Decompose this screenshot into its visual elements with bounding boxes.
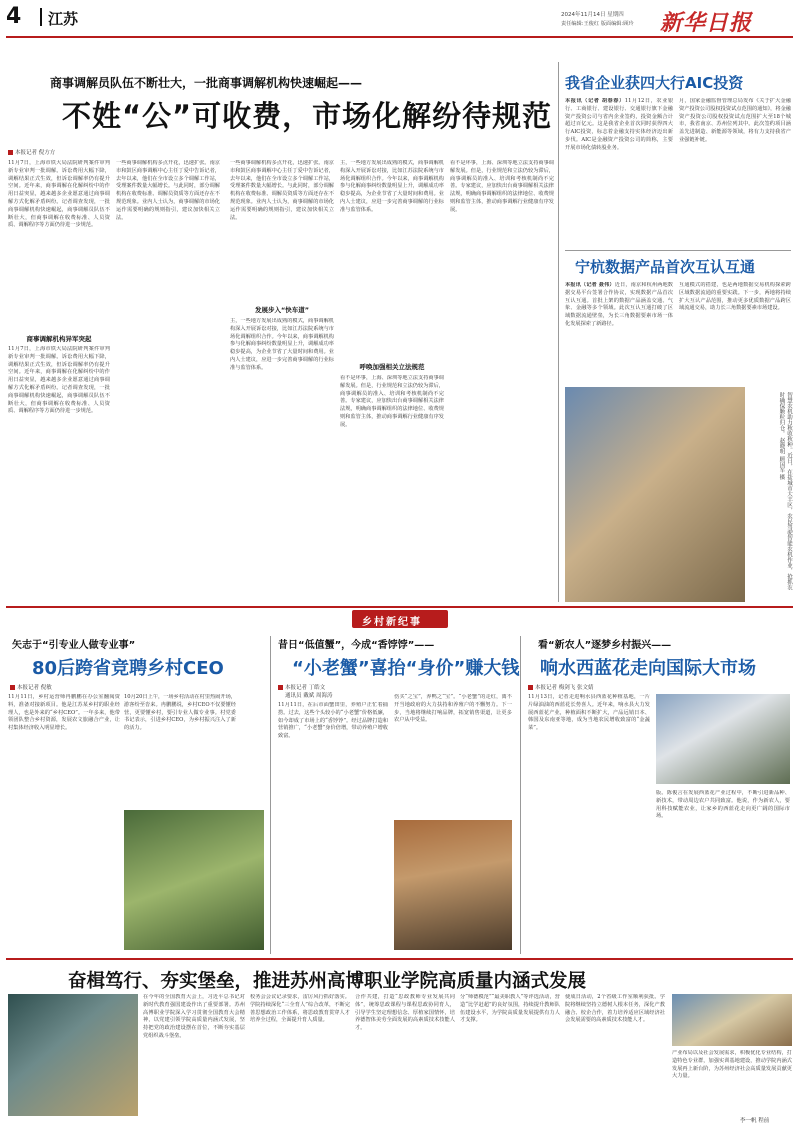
top-story-col-1: 11月7日，上海市铁大局法院研判案件审判新专业审判一批调解。诉讼费用大幅下降，调解结果正式生效，但诉讼调解率仍有提升空间。近年来，商事调解在化解纠纷中的作用日益突显，越来越多企业愿意通过商事调解方式化解矛盾纠纷。记者调查发现，一批商事调解机构快速崛起，商事调解员队伍不断壮大，但商事调解在收费标准、人员资质、调解程序等方面仍待进一步规范。 bbox=[8, 160, 110, 229]
top-story-col-3: 主，一些地方发展出成熟的模式，商事调解机构深入开展诉讼对接，比如江苏法院系统与市场化调解组织合作。今年以来，商事调解机构参与化解商事纠纷数量明显上升，调解成功率稳步提高，为企业节省了大量时间和费用。业内人士建议，应进一步完善商事调解的行业标准与监管体系。 bbox=[340, 160, 444, 213]
column-divider bbox=[558, 62, 559, 602]
data-market-col-2: 互通模式的搭建，也是两地数据交易机构探索跨区域数据流通的重要实践。下一步，两地将持续扩大互认产品范围，推动更多优质数据产品跨区域流通交易，助力长三角数据要素市场建设。 bbox=[679, 282, 791, 312]
band-rule bbox=[6, 606, 793, 608]
data-market-col-1 bbox=[565, 282, 673, 382]
rural-3-title[interactable]: 响水西蓝花走向国际大市场 bbox=[540, 658, 756, 679]
subhead-3: 呼唤加强相关立法规范 bbox=[359, 363, 425, 371]
section-name: 江苏 bbox=[48, 10, 79, 28]
rural-3-author bbox=[528, 683, 594, 691]
byline-icon bbox=[10, 685, 15, 690]
author-label: 本报记者 倪方方 bbox=[15, 150, 56, 156]
bottom-col-4: 分“师德模范”“最美职教人”等评选活动，营造“比学赶超”的良好氛围，持续提升教师队伍建设水平，为学院高质量发展提供有力人才支撑。 bbox=[460, 994, 560, 1024]
byline-icon bbox=[528, 685, 533, 690]
bottom-col-6: 产业布局以及社会发展需求，积极优化专业结构，打造特色专业群，加强实训基地建设，推动学院内涵式发展再上新台阶，为苏州经济社会高质量发展贡献更大力量。 bbox=[672, 1050, 792, 1080]
rural-3-col-2: 版。陈俊言在发展西蓝花产业过程中，不断引进新品种、新技术，带动周边农户共同致富。他说，作为新农人，要用科技赋能农业，让家乡的西蓝花走向更广阔的国际市场。 bbox=[656, 790, 790, 820]
rural-3-kicker[interactable]: 看“新农人”逐梦乡村振兴—— bbox=[538, 640, 672, 651]
subhead-2: 发展步入“快车道” bbox=[254, 306, 310, 314]
aic-story-title[interactable]: 我省企业获四大行AIC投资 bbox=[565, 74, 744, 92]
rural-2-author-2: 通讯员 戴斌 周海涛 bbox=[285, 693, 333, 699]
rural-1-col-2: 10月20日上午，一场乡村活动在村里热闹开场，游客纷至沓来。冉鹏鹏说，乡村CEO不仅要懂经营，更要懂乡村，要引专业人做专业事。村党委书记表示，引进乡村CEO，为乡村振兴注入了新的活力。 bbox=[124, 694, 236, 732]
bottom-col-2: 校务会会议记录要求，雷厉风行抓好落实。学院持续深化“三全育人”综合改革，不断完善思想政治工作体系，将思政教育贯穿人才培养全过程，全面提升育人质量。 bbox=[250, 994, 350, 1024]
bottom-byline: 李一帆 程前 bbox=[740, 1118, 770, 1124]
rural-2-kicker[interactable]: 昔日“低值蟹”，今成“香饽饽”—— bbox=[278, 640, 435, 651]
aic-story-col-1 bbox=[565, 98, 673, 253]
bottom-col-1: 在今年的全国教育大会上，习近平总书记对新时代教育强国建设作出了重要部署。苏州高博职业学院深入学习贯彻全国教育大会精神，以党建引领学院高质量内涵式发展，坚持把党的政治建设摆在首位，不断夯实基层党组织战斗堡垒。 bbox=[143, 994, 245, 1039]
data-market-body-1: 近日，南京和杭州两地数据交易平台签署合作协议，实现数据产品首次互认互通。首批上架的数据产品涵盖交通、气象、金融等多个领域。此次互认互通打破了区域数据流通壁垒，为长三角数据要素市场一体化发展探索了新路径。 bbox=[565, 282, 673, 327]
bottom-rule bbox=[6, 958, 793, 960]
page-number: 4 bbox=[6, 4, 22, 29]
rural-2-col-2: 伤买“之宝”，养鸭之“宝”。“小老蟹”的走红，离不开当地政府的大力扶持和养殖户的不懈努力。下一步，当地将继续打响品牌，拓宽销售渠道，让更多农户从中受益。 bbox=[394, 694, 512, 724]
rural-2-author bbox=[278, 683, 325, 691]
rural-2-photo[interactable] bbox=[394, 820, 512, 950]
column-divider bbox=[520, 636, 521, 954]
aic-body-1: 11月12日，农业银行、工商银行、建设银行、交通银行旗下金融资产投资公司与省内企业签约，投资金额合计超过百亿元。这是我省企业首次同时获得四大行AIC投资，标志着金融支持实体经济迈出新步伐。AIC是金融资产投资公司的简称，主要开展市场化债转股业务。 bbox=[565, 98, 673, 151]
editor-line: 责任编辑:王俊红 版面编辑:顾玲 bbox=[561, 21, 634, 27]
rural-1-title[interactable]: 80后跨省竞聘乡村CEO bbox=[32, 658, 224, 679]
top-story-kicker[interactable]: 商事调解员队伍不断壮大，一批商事调解机构快速崛起—— bbox=[50, 76, 363, 90]
rural-1-kicker[interactable]: 矢志于“引专业人做专业事” bbox=[12, 640, 136, 651]
byline-icon bbox=[278, 685, 283, 690]
top-story-col-3b: 看不是坏事，上海、深圳等地立法支持商事调解发展。但是，行业规范和立法仍较为滞后，商事调解员的准入、培训和考核机制尚不完善。专家建议，应加快出台商事调解相关法律法规，明确商事调解组织的法律地位、收费规则和监管主体，推动商事调解行业健康有序发展。 bbox=[340, 375, 444, 428]
band-label: 乡村新纪事 bbox=[362, 617, 422, 628]
harvest-photo[interactable] bbox=[565, 387, 745, 602]
rural-3-col-1: 11月13日，记者走进响水县西蓝花种植基地，一片片绿油油的西蓝花长势喜人。近年来，响水县大力发展西蓝花产业，种植面积不断扩大，产品远销日本、韩国及东南亚等地，成为当地农民增收致富的“金蔬菜”。 bbox=[528, 694, 650, 732]
aic-story-col-2: 月，国家金融监督管理总局发布《关于扩大金融资产投资公司股权投资试点范围的通知》，将金融资产投资公司股权投资试点范围扩大至18个城市，我省南京、苏州位列其中。此次签约项目涵盖先进制造、新能源等领域，将有力支持我省产业强链补链。 bbox=[679, 98, 791, 143]
header-divider bbox=[40, 8, 42, 26]
author-label: 本报记者 梅剑飞 张文婧 bbox=[535, 685, 594, 691]
rural-3-photo[interactable] bbox=[656, 694, 790, 784]
aic-author: 本报讯（记者 胡春春） bbox=[565, 98, 625, 104]
bottom-col-5: 使成日活动，2个省级工作室顺利获批。学院将继续坚持立德树人根本任务，深化产教融合、校企合作，着力培养适应区域经济社会发展需要的高素质技术技能人才。 bbox=[565, 994, 665, 1024]
photo-caption: 智慧农机助力秋收秋种。近日，在盐城市大丰区，农民驾驶智能农机作业，抢抓农时确保颗粒归仓。 赵晓明 顾国军 摄 bbox=[778, 392, 792, 590]
bottom-col-3: 合作共建，打造“思政教师专业发展共同体”，统筹思政课程与课程思政协同育人，引导学生坚定理想信念、厚植家国情怀，培养德智体美劳全面发展的高素质技术技能人才。 bbox=[355, 994, 455, 1032]
subhead-1: 商事调解机构异军突起 bbox=[26, 335, 92, 343]
newspaper-logo: 新华日报 bbox=[660, 10, 753, 36]
rural-2-title[interactable]: “小老蟹”喜抬“身价”赚大钱 bbox=[292, 658, 520, 679]
author-label: 本报记者 丁皓文 bbox=[285, 685, 326, 691]
byline-icon bbox=[8, 150, 13, 155]
top-story-author bbox=[8, 148, 55, 156]
data-market-author: 本报讯（记者 聂伟） bbox=[565, 282, 615, 288]
rural-1-col-1: 11月11日，乡村运营师冉鹏鹏在办公室翻阅资料，准备对接新项目。他是江苏某乡村的职业经理人，也是外来的“乡村CEO”。一年多来，他带领团队整合乡村资源，发展农文旅融合产业，让村集体经济收入明显增长。 bbox=[8, 694, 120, 732]
author-label: 本报记者 倪敏 bbox=[17, 685, 52, 691]
bottom-story-title[interactable]: 奋楫笃行、夯实堡垒，推进苏州高博职业学院高质量内涵式发展 bbox=[68, 971, 587, 992]
rural-1-photo[interactable] bbox=[124, 810, 264, 950]
top-story-col-4: 看不是坏事，上海、深圳等地立法支持商事调解发展。但是，行业规范和立法仍较为滞后，商事调解员的准入、培训和考核机制尚不完善。专家建议，应加快出台商事调解相关法律法规，明确商事调解组织的法律地位、收费规则和监管主体，推动商事调解行业健康有序发展。 bbox=[450, 160, 554, 213]
top-story-title[interactable]: 不姓“公”可收费，市场化解纷待规范 bbox=[62, 99, 553, 133]
date-line: 2024年11月14日 星期四 bbox=[561, 12, 624, 18]
bottom-photo-2[interactable] bbox=[672, 994, 792, 1046]
column-divider bbox=[270, 636, 271, 954]
rural-2-col-1: 11月11日，在后市面蟹田里，养殖户正忙着捕捞。过去，这些个头较小的“小老蟹”价格低廉，如今却成了市场上的“香饽饽”。经过品牌打造和营销推广，“小老蟹”身价倍增，带动养殖户增收致富。 bbox=[278, 702, 388, 740]
top-story-col-2b: 主，一些地方发展出成熟的模式，商事调解机构深入开展诉讼对接，比如江苏法院系统与市场化调解组织合作。今年以来，商事调解机构参与化解商事纠纷数量明显上升，调解成功率稳步提高，为企业节省了大量时间和费用。业内人士建议，应进一步完善商事调解的行业标准与监管体系。 bbox=[230, 318, 334, 371]
section-rule bbox=[565, 250, 791, 251]
top-story-col-1b: 11月7日，上海市铁大局法院研判案件审判新专业审判一批调解。诉讼费用大幅下降，调解结果正式生效，但诉讼调解率仍有提升空间。近年来，商事调解在化解纠纷中的作用日益突显，越来越多企业愿意通过商事调解方式化解矛盾纠纷。记者调查发现，一批商事调解机构快速崛起，商事调解员队伍不断壮大，但商事调解在收费标准、人员资质、调解程序等方面仍待进一步规范。 bbox=[8, 346, 110, 415]
rural-1-author bbox=[10, 683, 52, 691]
top-story-col-2: 一些商事调解机构多点开花，迅速扩张。南京市和鼓区商事调解中心主任丁爱中告诉记者，去年以来，他们在全市设立多个调解工作站，受理案件数量大幅增长。与此同时，部分调解机构在收费标准、调解员资质等方面还存在不规范现象。业内人士认为，商事调解的市场化运作需要明确的规则指引，建议加快相关立法。 bbox=[230, 160, 334, 221]
data-market-title[interactable]: 宁杭数据产品首次互认互通 bbox=[575, 258, 756, 276]
top-story-col-1c: 一些商事调解机构多点开花，迅速扩张。南京市和鼓区商事调解中心主任丁爱中告诉记者，去年以来，他们在全市设立多个调解工作站，受理案件数量大幅增长。与此同时，部分调解机构在收费标准、调解员资质等方面还存在不规范现象。业内人士认为，商事调解的市场化运作需要明确的规则指引，建议加快相关立法。 bbox=[116, 160, 220, 221]
header-rule bbox=[6, 36, 793, 38]
